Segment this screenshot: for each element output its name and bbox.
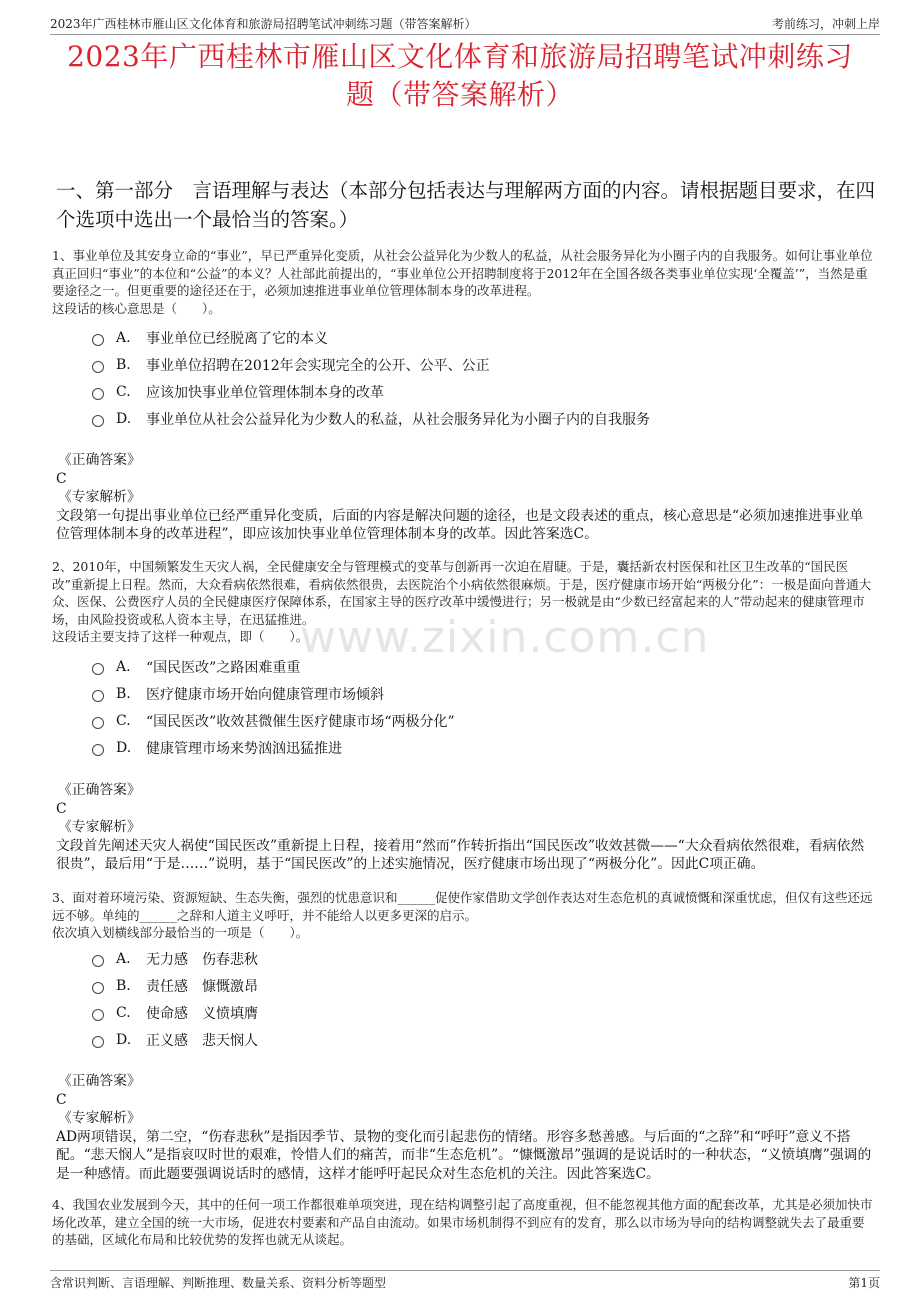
- radio-icon[interactable]: [92, 388, 104, 400]
- question-1: [52, 247, 874, 317]
- analysis-text: 文段首先阐述天灾人祸使“国民医改”重新提上日程，接着用“然而”作转折指出“国民医改”收效甚微——“大众看病依然很难，看病依然很贵”，最后用“于是……”说明，基于“国民医改”的上述实施情况，医疗健康市场出现了“两极分化”。因此C项正确。: [56, 837, 865, 872]
- answer-value: C: [56, 1091, 67, 1108]
- radio-icon[interactable]: [92, 415, 104, 427]
- option-b[interactable]: B. 医疗健康市场开始向健康管理市场倾斜: [92, 680, 880, 707]
- radio-icon[interactable]: [92, 1036, 104, 1048]
- option-a[interactable]: A. “国民医改”之路困难重重: [92, 653, 880, 680]
- option-b[interactable]: B. 责任感 慷慨激昂: [92, 972, 880, 999]
- option-text: 责任感 慷慨激昂: [146, 978, 258, 995]
- option-text: “国民医改”之路困难重重: [146, 659, 301, 676]
- page-number: 第1页: [848, 1275, 880, 1290]
- page-footer: [50, 1270, 880, 1293]
- footer-question-types: 含常识判断、言语理解、判断推理、数量关系、资料分析等题型: [50, 1275, 387, 1290]
- option-b[interactable]: B. 事业单位招聘在2012年会实现完全的公开、公平、公正: [92, 351, 880, 378]
- option-text: 医疗健康市场开始向健康管理市场倾斜: [146, 686, 384, 703]
- question-prompt: 这段话主要支持了这样一种观点，即（ ）。: [52, 629, 309, 645]
- analysis-label: 《专家解析》: [58, 1110, 141, 1126]
- option-text: 事业单位从社会公益异化为少数人的私益，从社会服务异化为小圈子内的自我服务: [146, 411, 650, 428]
- option-c[interactable]: C. 应该加快事业单位管理体制本身的改革: [92, 378, 880, 405]
- radio-icon[interactable]: [92, 955, 104, 967]
- answer-value: C: [56, 800, 67, 817]
- answer-value: C: [56, 470, 67, 487]
- option-d[interactable]: D. 正义感 悲天悯人: [92, 1026, 880, 1053]
- option-c[interactable]: C. “国民医改”收效甚微催生医疗健康市场“两极分化”: [92, 707, 880, 734]
- radio-icon[interactable]: [92, 690, 104, 702]
- option-a[interactable]: A. 事业单位已经脱离了它的本义: [92, 324, 880, 351]
- option-text: 无力感 伤春悲秋: [146, 951, 258, 968]
- analysis-label: 《专家解析》: [58, 489, 141, 505]
- header-doc-title: 2023年广西桂林市雁山区文化体育和旅游局招聘笔试冲刺练习题（带答案解析）: [50, 17, 477, 31]
- option-a[interactable]: A. 无力感 伤春悲秋: [92, 945, 880, 972]
- question-3: [52, 889, 874, 942]
- question-prompt: 这段话的核心意思是（ ）。: [52, 300, 221, 316]
- watermark: www.zixin.com.cn: [300, 612, 710, 663]
- radio-icon[interactable]: [92, 334, 104, 346]
- option-c[interactable]: C. 使命感 义愤填膺: [92, 999, 880, 1026]
- answer-label: 《正确答案》: [58, 782, 141, 798]
- analysis-text: AD两项错误，第二空，“伤春悲秋”是指因季节、景物的变化而引起悲伤的情绪。形容多愁善感。与后面的“之辞”和“呼吁”意义不搭配。“悲天悯人”是指哀叹时世的艰难，怜惜人们的痛苦，而非“生态危机”。“慷慨激昂”强调的是说话时的一种状态，“义愤填膺”强调的是一种感情。而此题要强调说话时的感情，这样才能呼吁起民众对生态危机的关注。因此答案选C。: [56, 1128, 872, 1182]
- question-stem: 2、2010年，中国频繁发生天灾人祸，全民健康安全与管理模式的变革与创新再一次迫在眉睫。于是，囊括新农村医保和社区卫生改革的“国民医改”重新提上日程。然而，大众看病依然很难，看病依然很贵，去医院治个小病依然很麻烦。于是，医疗健康市场开始“两极分化”：一极是面向普通大众、医保、公费医疗人员的全民健康医疗保障体系，在国家主导的医疗改革中缓慢进行；另一极就是由“少数已经富起来的人”带动起来的健康管理市场，由风险投资或私人资本主导，在迅猛推进。: [52, 559, 872, 627]
- question-1-answer: [56, 451, 876, 544]
- option-text: 事业单位招聘在2012年会实现完全的公开、公平、公正: [146, 357, 490, 374]
- answer-label: 《正确答案》: [58, 452, 141, 468]
- radio-icon[interactable]: [92, 744, 104, 756]
- answer-label: 《正确答案》: [58, 1073, 141, 1089]
- radio-icon[interactable]: [92, 982, 104, 994]
- question-2-answer: [56, 781, 876, 874]
- question-2-options: [92, 653, 880, 761]
- radio-icon[interactable]: [92, 663, 104, 675]
- document-title: [40, 38, 880, 114]
- option-text: “国民医改”收效甚微催生医疗健康市场“两极分化”: [146, 713, 455, 730]
- question-stem: 3、面对着环境污染、资源短缺、生态失衡，强烈的忧患意识和______促使作家借助文学创作表达对生态危机的真诚愤慨和深重忧虑，但仅有这些还远远不够。单纯的______之辞和人道主义呼吁，并不能给人以更多更深的启示。: [52, 890, 873, 923]
- option-d[interactable]: D. 健康管理市场来势汹汹迅猛推进: [92, 734, 880, 761]
- header-slogan: 考前练习，冲刺上岸: [771, 17, 880, 31]
- option-text: 事业单位已经脱离了它的本义: [146, 330, 328, 347]
- question-stem: 1、事业单位及其安身立命的“事业”，早已严重异化变质，从社会公益异化为少数人的私益，从社会服务异化为小圈子内的自我服务。如何让事业单位真正回归“事业”的本位和“公益”的本义？人社部此前提出的，“事业单位公开招聘制度将于2012年在全国各级各类事业单位实现‘全覆盖’”，当然是重要途径之一。但更重要的途径还在于，必须加速推进事业单位管理体制本身的改革进程。: [52, 248, 873, 299]
- title-line-2: 题（带答案解析）: [345, 78, 574, 111]
- question-4: [52, 1196, 874, 1249]
- analysis-text: 文段第一句提出事业单位已经严重异化变质，后面的内容是解决问题的途径，也是文段表述的重点，核心意思是“必须加速推进事业单位管理体制本身的改革进程”，即应该加快事业单位管理体制本身的改革。因此答案选C。: [56, 507, 864, 542]
- question-3-answer: [56, 1072, 876, 1183]
- question-prompt: 依次填入划横线部分最恰当的一项是（ ）。: [52, 925, 309, 941]
- option-text: 健康管理市场来势汹汹迅猛推进: [146, 740, 342, 757]
- question-3-options: [92, 945, 880, 1053]
- radio-icon[interactable]: [92, 361, 104, 373]
- radio-icon[interactable]: [92, 717, 104, 729]
- title-line-1: 2023年广西桂林市雁山区文化体育和旅游局招聘笔试冲刺练习: [67, 40, 853, 73]
- radio-icon[interactable]: [92, 1009, 104, 1021]
- option-text: 使命感 义愤填膺: [146, 1005, 258, 1022]
- option-d[interactable]: D. 事业单位从社会公益异化为少数人的私益，从社会服务异化为小圈子内的自我服务: [92, 405, 880, 432]
- option-text: 应该加快事业单位管理体制本身的改革: [146, 384, 384, 401]
- question-1-options: [92, 324, 880, 432]
- section-heading: 一、第一部分 言语理解与表达（本部分包括表达与理解两方面的内容。请根据题目要求，在四个选项中选出一个最恰当的答案。）: [56, 179, 876, 231]
- page-header: [50, 10, 880, 35]
- analysis-label: 《专家解析》: [58, 819, 141, 835]
- question-stem: 4、我国农业发展到今天，其中的任何一项工作都很难单项突进，现在结构调整引起了高度重视，但不能忽视其他方面的配套改革，尤其是必须加快市场化改革，建立全国的统一大市场，促进农村要素和产品自由流动。如果市场机制得不到应有的发育，那么以市场为导向的结构调整就失去了最重要的基础，区域化布局和比较优势的发挥也就无从谈起。: [52, 1197, 873, 1248]
- option-text: 正义感 悲天悯人: [146, 1032, 258, 1049]
